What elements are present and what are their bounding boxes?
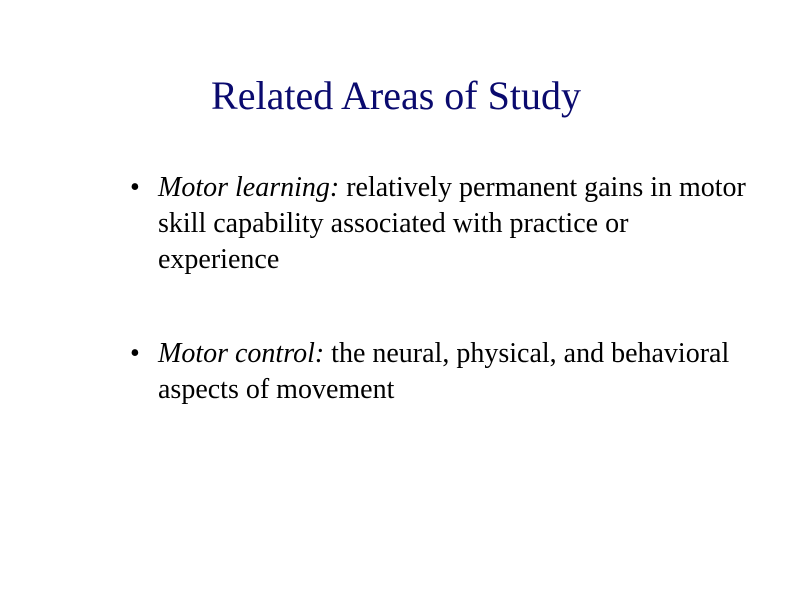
bullet-dot-icon: • [130,338,140,369]
slide-title: Related Areas of Study [211,73,581,118]
definition-motor-learning: relatively permanent gains in motor skill capability associated with practice or experience [158,172,746,275]
bullet-item-motor-control [130,336,750,408]
bullet-list [130,170,750,408]
definition-motor-control: the neural, physical, and behavioral aspects of movement [158,338,730,405]
bullet-dot-icon: • [130,172,140,203]
term-motor-learning: Motor learning: [158,172,347,203]
term-motor-control: Motor control: [158,338,332,369]
bullet-item-motor-learning [130,170,750,278]
